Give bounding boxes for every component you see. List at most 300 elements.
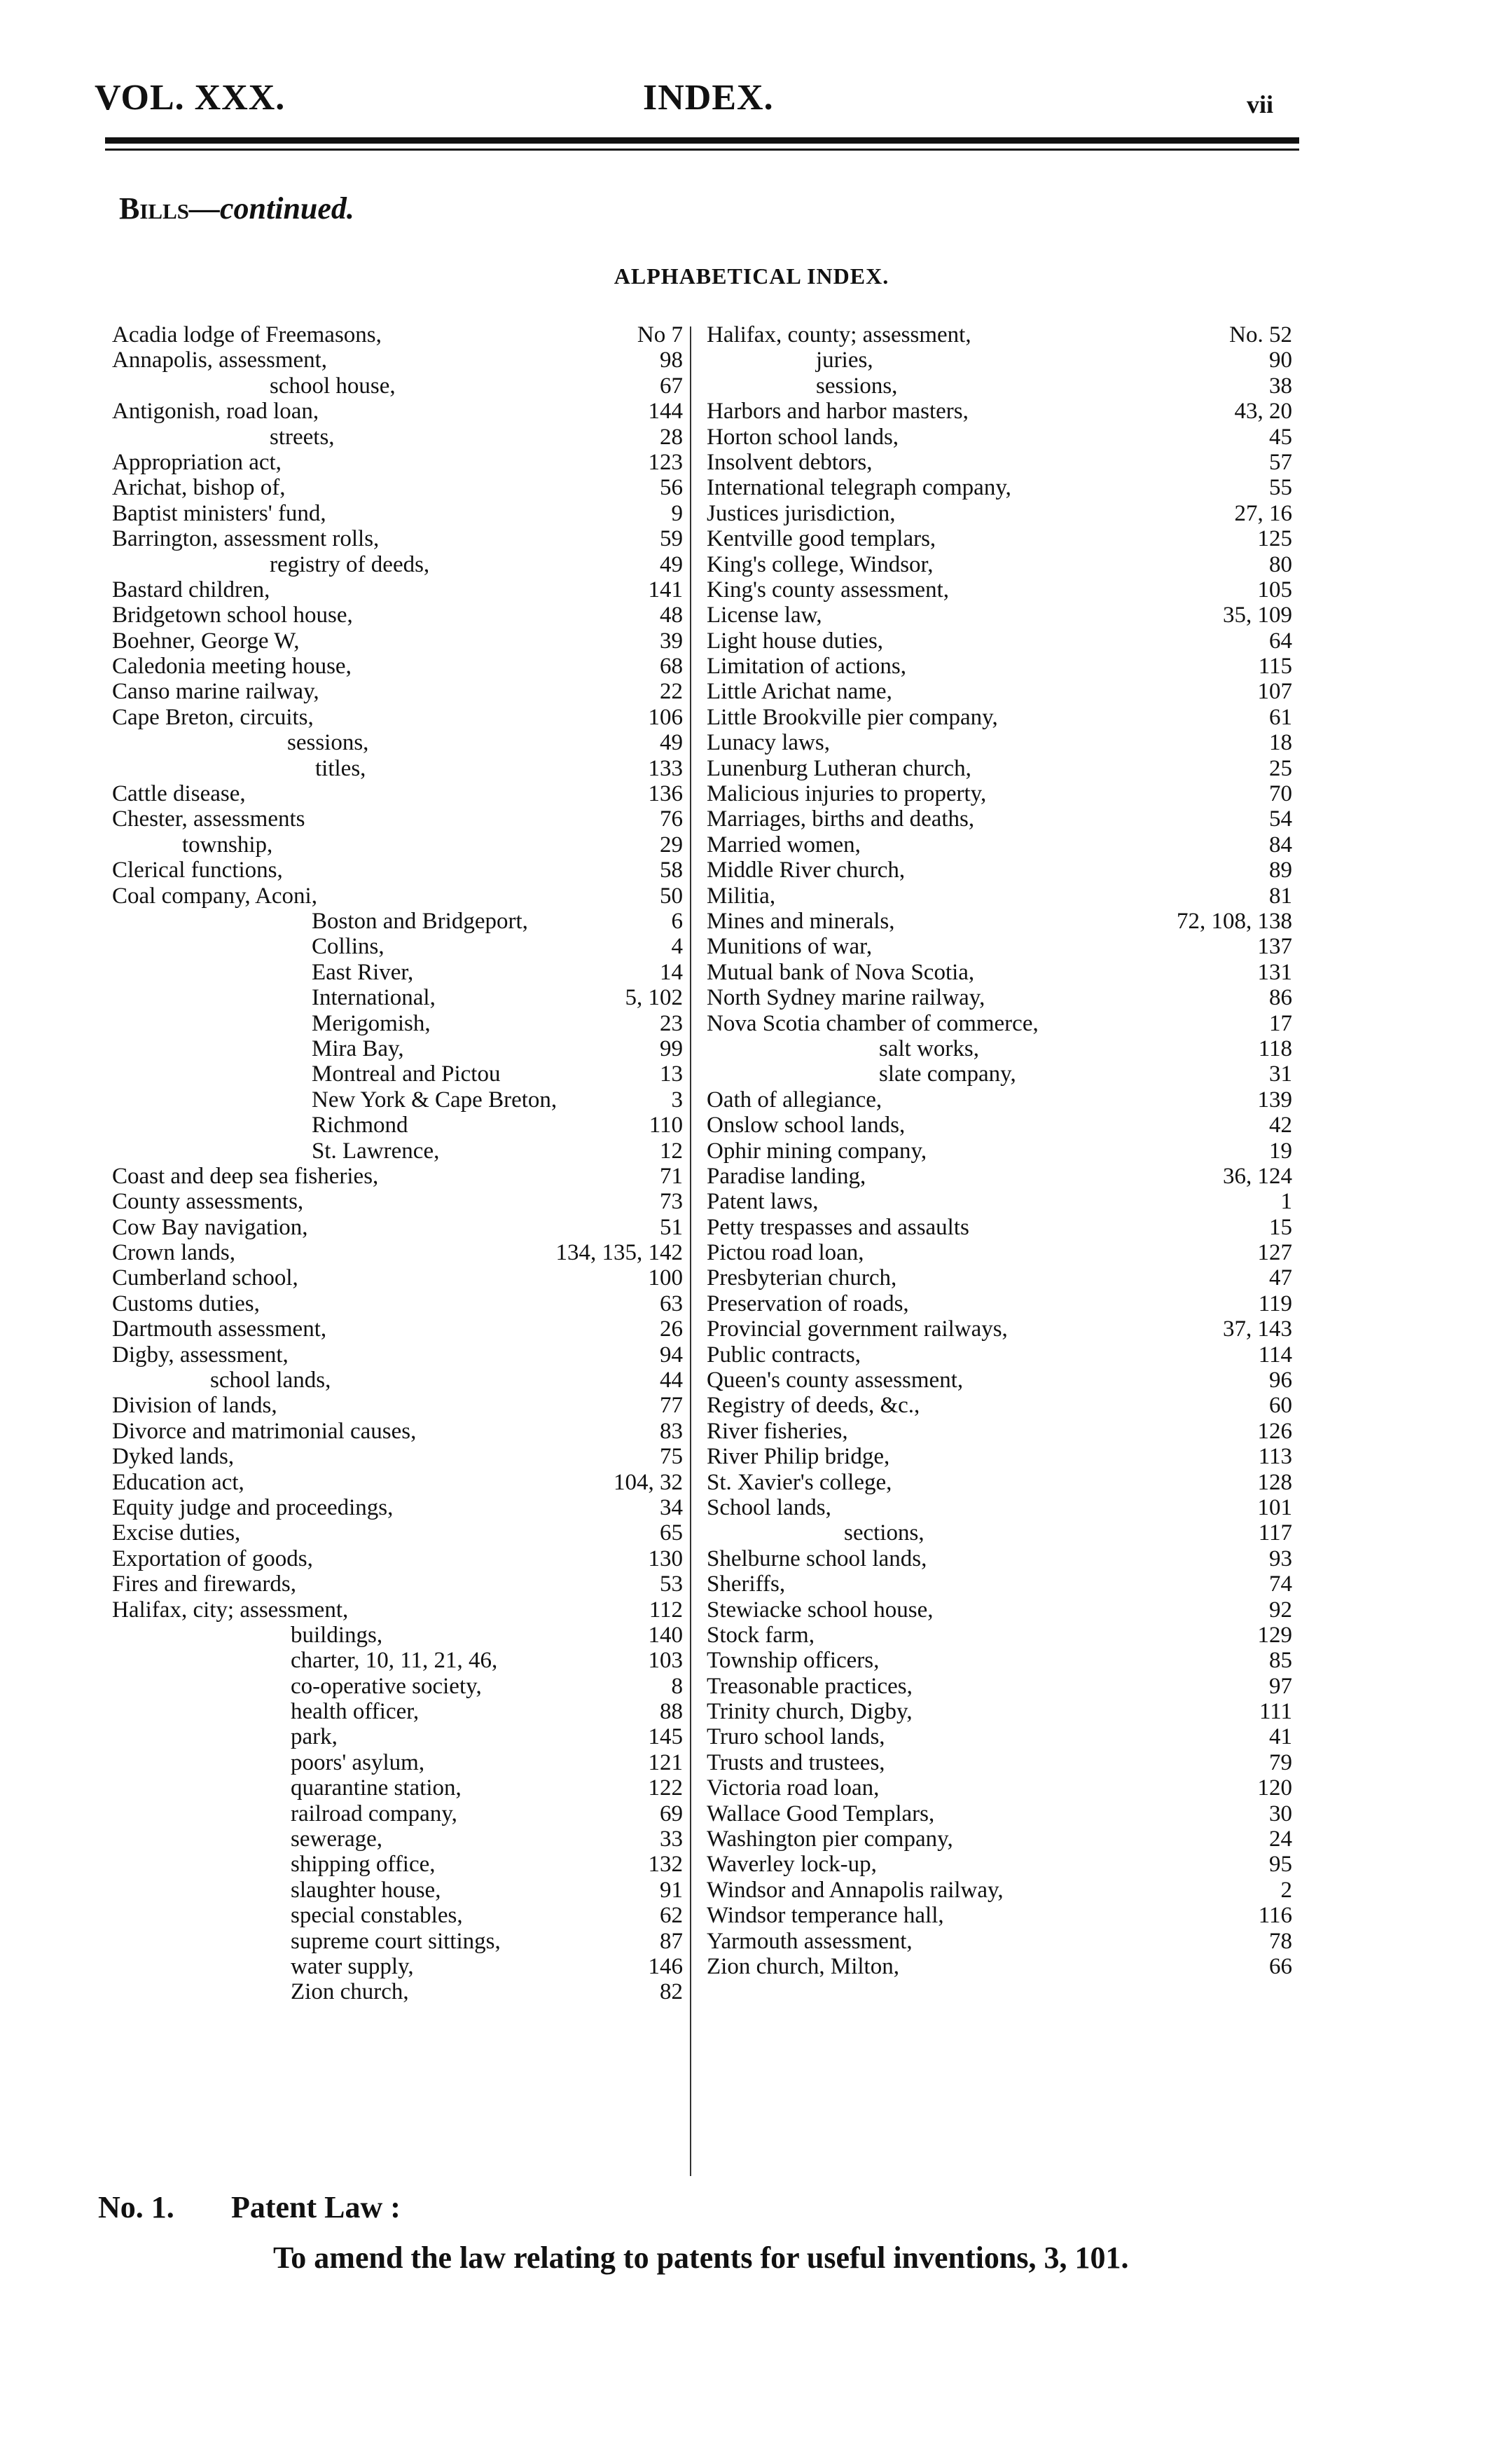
index-entry	[697, 1291, 1299, 1316]
index-entry-text: Sheriffs,	[707, 1571, 786, 1597]
index-entry	[112, 858, 690, 883]
index-entry-number: 96	[1269, 1368, 1292, 1393]
index-entry	[697, 1775, 1299, 1801]
index-entry	[697, 1164, 1299, 1189]
index-entry-number: 38	[1269, 373, 1292, 399]
index-entry	[697, 1597, 1299, 1623]
index-entry-number: 65	[660, 1520, 683, 1546]
index-entry-number: 29	[660, 832, 683, 858]
index-entry-text: Public contracts,	[707, 1342, 861, 1368]
right-index-column	[697, 322, 1299, 1979]
index-entry-number: 111	[1259, 1699, 1292, 1725]
index-entry-number: 98	[660, 347, 683, 373]
index-entry	[112, 322, 690, 347]
index-entry-number: 100	[648, 1265, 683, 1291]
index-entry	[697, 1520, 1299, 1546]
index-entry	[112, 1571, 690, 1597]
index-entry-text: River fisheries,	[707, 1418, 848, 1444]
index-entry-text: Yarmouth assessment,	[707, 1928, 913, 1954]
index-entry-number: 34	[660, 1494, 683, 1520]
index-entry-number: 113	[1258, 1444, 1292, 1470]
index-entry	[697, 985, 1299, 1010]
index-entry-number: 42	[1269, 1113, 1292, 1138]
index-entry	[112, 1597, 690, 1623]
index-entry	[112, 756, 690, 781]
index-entry-text: License law,	[707, 603, 822, 628]
index-entry-text: Mines and minerals,	[707, 908, 895, 934]
index-entry-number: 3	[671, 1087, 683, 1113]
index-entry	[112, 654, 690, 679]
index-entry-number: 93	[1269, 1546, 1292, 1571]
index-entry	[112, 1164, 690, 1189]
index-entry	[112, 1852, 690, 1877]
column-divider	[690, 326, 691, 2176]
index-entry-text: Dyked lands,	[112, 1444, 235, 1470]
index-entry-number: 139	[1257, 1087, 1292, 1113]
index-entry-text: Shelburne school lands,	[707, 1546, 927, 1571]
index-entry-number: 44	[660, 1368, 683, 1393]
index-entry-number: 19	[1269, 1138, 1292, 1164]
index-entry-text: Education act,	[112, 1469, 244, 1495]
index-entry	[112, 1291, 690, 1316]
index-entry-number: 14	[660, 959, 683, 985]
index-entry-number: 67	[660, 373, 683, 399]
index-entry	[112, 1342, 690, 1368]
page-header	[0, 77, 1496, 133]
index-entry	[697, 806, 1299, 832]
index-entry-text: Treasonable practices,	[707, 1673, 913, 1699]
index-entry	[112, 985, 690, 1010]
index-entry	[697, 679, 1299, 704]
index-entry-number: 79	[1269, 1749, 1292, 1775]
index-entry	[697, 1113, 1299, 1138]
index-entry-text: Malicious injuries to property,	[707, 781, 987, 807]
index-entry-text: School lands,	[707, 1494, 831, 1520]
index-entry-text: Crown lands,	[112, 1240, 235, 1266]
index-entry	[697, 347, 1299, 373]
index-entry	[697, 399, 1299, 424]
index-entry-text: school house,	[270, 373, 396, 399]
index-entry	[697, 1189, 1299, 1214]
index-entry	[697, 1929, 1299, 1954]
header-title: INDEX.	[643, 78, 774, 118]
index-entry-number: 6	[671, 908, 683, 934]
index-entry-number: 23	[660, 1010, 683, 1036]
index-entry	[112, 1878, 690, 1903]
index-entry-text: River Philip bridge,	[707, 1444, 890, 1470]
index-entry-text: Petty trespasses and assaults	[707, 1214, 969, 1240]
index-entry-text: slaughter house,	[291, 1877, 441, 1903]
bill-entry	[98, 2189, 401, 2225]
index-entry-text: township,	[182, 832, 273, 858]
index-entry	[697, 373, 1299, 399]
index-entry-text: Ophir mining company,	[707, 1138, 927, 1164]
index-entry-number: 76	[660, 806, 683, 832]
index-entry	[112, 1903, 690, 1928]
index-entry-text: Cattle disease,	[112, 781, 246, 807]
index-entry-text: Digby, assessment,	[112, 1342, 289, 1368]
index-entry	[697, 1342, 1299, 1368]
index-entry	[112, 679, 690, 704]
index-entry-text: Excise duties,	[112, 1520, 241, 1546]
index-entry	[697, 730, 1299, 755]
index-entry-number: 24	[1269, 1826, 1292, 1852]
index-entry-text: park,	[291, 1724, 338, 1750]
index-entry-number: 58	[660, 858, 683, 883]
index-entry	[112, 1520, 690, 1546]
volume-label: VOL. XXX.	[95, 78, 286, 118]
index-entry	[112, 1979, 690, 2004]
index-entry-number: 43, 20	[1234, 399, 1292, 425]
index-entry	[697, 603, 1299, 628]
index-entry-text: Registry of deeds, &c.,	[707, 1393, 920, 1419]
index-entry-text: registry of deeds,	[270, 551, 430, 577]
section-heading	[119, 191, 354, 226]
index-entry-number: 74	[1269, 1571, 1292, 1597]
index-entry-number: 120	[1257, 1775, 1292, 1801]
index-entry-number: 45	[1269, 424, 1292, 450]
index-entry-number: 18	[1269, 730, 1292, 756]
index-entry-text: Married women,	[707, 832, 861, 858]
index-entry-text: Preservation of roads,	[707, 1290, 909, 1316]
index-entry	[697, 705, 1299, 730]
index-entry-number: 87	[660, 1928, 683, 1954]
index-entry-text: Mutual bank of Nova Scotia,	[707, 959, 975, 985]
index-entry-number: 35, 109	[1223, 603, 1292, 628]
index-entry-text: Nova Scotia chamber of commerce,	[707, 1010, 1039, 1036]
index-entry	[112, 577, 690, 603]
index-entry	[697, 1138, 1299, 1164]
index-entry-number: 129	[1257, 1622, 1292, 1648]
index-entry-text: buildings,	[291, 1622, 383, 1648]
index-entry	[112, 526, 690, 551]
index-entry-number: No 7	[637, 322, 683, 347]
index-entry-text: poors' asylum,	[291, 1749, 425, 1775]
index-entry-number: 101	[1257, 1494, 1292, 1520]
index-entry	[697, 883, 1299, 909]
index-entry	[112, 501, 690, 526]
index-entry	[697, 858, 1299, 883]
index-entry-number: 12	[660, 1138, 683, 1164]
index-entry-text: Customs duties,	[112, 1290, 260, 1316]
index-entry-text: Militia,	[707, 883, 776, 909]
index-entry-text: supreme court sittings,	[291, 1928, 501, 1954]
index-entry	[112, 552, 690, 577]
index-entry-text: railroad company,	[291, 1801, 457, 1826]
index-entry-number: 145	[648, 1724, 683, 1750]
index-entry-text: Harbors and harbor masters,	[707, 399, 969, 425]
index-entry	[697, 526, 1299, 551]
index-entry-text: Oath of allegiance,	[707, 1087, 882, 1113]
index-entry	[697, 1546, 1299, 1571]
index-entry-number: 49	[660, 730, 683, 756]
index-entry	[112, 1801, 690, 1826]
index-entry-number: 56	[660, 475, 683, 501]
index-entry-text: Middle River church,	[707, 858, 906, 883]
index-entry-text: Barrington, assessment rolls,	[112, 526, 380, 552]
index-entry-number: 27, 16	[1234, 500, 1292, 526]
index-entry-number: 2	[1280, 1877, 1292, 1903]
index-entry-number: 107	[1257, 679, 1292, 705]
index-entry-number: 63	[660, 1290, 683, 1316]
index-entry	[112, 628, 690, 654]
index-entry-text: Boston and Bridgeport,	[312, 908, 528, 934]
index-entry	[697, 1750, 1299, 1775]
index-entry-number: 89	[1269, 858, 1292, 883]
index-entry-text: North Sydney marine railway,	[707, 985, 985, 1011]
index-entry	[697, 1903, 1299, 1928]
index-entry-number: 17	[1269, 1010, 1292, 1036]
index-entry-number: 22	[660, 679, 683, 705]
index-entry	[112, 425, 690, 450]
index-entry-text: Windsor temperance hall,	[707, 1903, 944, 1929]
index-entry-text: sections,	[844, 1520, 924, 1546]
index-entry-text: Dartmouth assessment,	[112, 1316, 327, 1342]
index-entry	[112, 1419, 690, 1444]
index-entry	[697, 1724, 1299, 1749]
index-entry	[112, 1265, 690, 1290]
index-entry-number: 62	[660, 1903, 683, 1929]
index-entry-number: 140	[648, 1622, 683, 1648]
index-entry-number: 70	[1269, 781, 1292, 807]
index-entry	[697, 1087, 1299, 1113]
index-entry-text: co-operative society,	[291, 1673, 482, 1699]
index-entry-number: 104, 32	[614, 1469, 683, 1495]
index-entry-number: 146	[648, 1954, 683, 1979]
bill-number: No. 1.	[98, 2190, 174, 2224]
index-entry-text: Munitions of war,	[707, 934, 873, 960]
index-entry-number: 53	[660, 1571, 683, 1597]
index-entry-number: 59	[660, 526, 683, 552]
index-entry-number: 71	[660, 1163, 683, 1189]
index-entry	[697, 1444, 1299, 1469]
header-rule-thick	[105, 137, 1299, 144]
header-rule-thin	[105, 149, 1299, 151]
index-entry	[112, 1648, 690, 1673]
index-entry-number: 103	[648, 1648, 683, 1674]
bill-description: To amend the law relating to patents for useful inventions, 3, 101.	[273, 2241, 1129, 2275]
index-entry	[697, 628, 1299, 654]
index-entry	[697, 475, 1299, 500]
index-entry-number: 13	[660, 1061, 683, 1087]
index-entry-text: Pictou road loan,	[707, 1240, 864, 1266]
index-entry-text: Coast and deep sea fisheries,	[112, 1163, 379, 1189]
index-entry-text: Truro school lands,	[707, 1724, 885, 1750]
index-entry-text: County assessments,	[112, 1189, 304, 1215]
index-entry	[112, 1087, 690, 1113]
index-entry	[697, 1623, 1299, 1648]
index-entry-text: Windsor and Annapolis railway,	[707, 1877, 1004, 1903]
index-entry	[697, 1674, 1299, 1699]
index-entry-number: 77	[660, 1393, 683, 1419]
index-entry-number: 94	[660, 1342, 683, 1368]
index-entry	[697, 1215, 1299, 1240]
index-entry-text: Washington pier company,	[707, 1826, 953, 1852]
index-entry-text: Stewiacke school house,	[707, 1597, 934, 1623]
index-entry-number: 137	[1257, 934, 1292, 960]
index-entry	[697, 960, 1299, 985]
index-entry	[697, 1419, 1299, 1444]
index-entry	[697, 1878, 1299, 1903]
index-entry	[697, 1061, 1299, 1087]
index-entry	[112, 1929, 690, 1954]
index-entry	[697, 1699, 1299, 1724]
index-entry-text: slate company,	[879, 1061, 1016, 1087]
index-entry-number: 121	[648, 1749, 683, 1775]
index-entry-text: Halifax, city; assessment,	[112, 1597, 349, 1623]
index-entry-number: 123	[648, 449, 683, 475]
index-entry-text: water supply,	[291, 1954, 414, 1979]
index-entry	[697, 909, 1299, 934]
index-entry-text: Fires and firewards,	[112, 1571, 297, 1597]
index-entry-number: 126	[1257, 1418, 1292, 1444]
index-entry-number: 54	[1269, 806, 1292, 832]
index-entry-text: shipping office,	[291, 1852, 436, 1878]
index-entry-text: Presbyterian church,	[707, 1265, 897, 1291]
index-entry	[697, 1826, 1299, 1852]
index-entry-text: Victoria road loan,	[707, 1775, 880, 1801]
index-entry-number: 26	[660, 1316, 683, 1342]
index-entry-text: Acadia lodge of Freemasons,	[112, 322, 382, 347]
index-entry-number: 115	[1258, 654, 1292, 680]
index-entry	[112, 1826, 690, 1852]
index-entry-text: titles,	[315, 755, 366, 781]
index-entry-text: Cape Breton, circuits,	[112, 704, 314, 730]
index-entry-number: 95	[1269, 1852, 1292, 1878]
index-entry	[697, 1036, 1299, 1061]
index-entry	[112, 475, 690, 500]
left-index-column	[112, 322, 690, 2005]
index-entry-text: Horton school lands,	[707, 424, 899, 450]
index-entry-number: 55	[1269, 475, 1292, 501]
index-entry-text: sewerage,	[291, 1826, 383, 1852]
index-entry	[112, 1061, 690, 1087]
index-entry	[112, 1368, 690, 1393]
index-entry-text: New York & Cape Breton,	[312, 1087, 557, 1113]
page-number: vii	[1247, 90, 1274, 118]
index-entry-number: 97	[1269, 1673, 1292, 1699]
index-entry-text: Provincial government railways,	[707, 1316, 1008, 1342]
index-entry	[112, 781, 690, 806]
index-entry-number: 105	[1257, 577, 1292, 603]
index-entry-number: 33	[660, 1826, 683, 1852]
index-entry-number: 68	[660, 654, 683, 680]
index-entry-text: St. Lawrence,	[312, 1138, 440, 1164]
index-entry-number: 37, 143	[1223, 1316, 1292, 1342]
index-entry-number: 83	[660, 1418, 683, 1444]
section-heading-suffix: —continued.	[189, 191, 354, 226]
index-entry	[697, 552, 1299, 577]
index-entry-text: Cumberland school,	[112, 1265, 298, 1291]
index-entry-text: International telegraph company,	[707, 475, 1011, 501]
index-entry-number: 131	[1257, 959, 1292, 985]
index-entry-number: 25	[1269, 755, 1292, 781]
index-entry-text: Waverley lock-up,	[707, 1852, 877, 1878]
index-entry	[112, 883, 690, 909]
index-entry-number: 112	[649, 1597, 683, 1623]
index-entry	[112, 1674, 690, 1699]
index-entry	[112, 1138, 690, 1164]
index-entry	[112, 1316, 690, 1342]
index-entry	[112, 450, 690, 475]
index-entry	[112, 1240, 690, 1265]
index-entry-text: St. Xavier's college,	[707, 1469, 892, 1495]
index-entry	[112, 1036, 690, 1061]
index-entry-number: 78	[1269, 1928, 1292, 1954]
index-entry-number: 51	[660, 1214, 683, 1240]
index-entry-text: International,	[312, 985, 436, 1011]
index-entry-number: 75	[660, 1444, 683, 1470]
index-entry	[112, 1495, 690, 1520]
index-entry-text: Collins,	[312, 934, 385, 960]
index-entry-number: 119	[1258, 1290, 1292, 1316]
index-entry-number: 4	[671, 934, 683, 960]
index-entry	[112, 1444, 690, 1469]
index-entry-text: Trinity church, Digby,	[707, 1699, 913, 1725]
index-entry-text: Queen's county assessment,	[707, 1368, 964, 1393]
index-entry-text: Marriages, births and deaths,	[707, 806, 975, 832]
index-entry-text: Little Brookville pier company,	[707, 704, 998, 730]
index-entry-number: 28	[660, 424, 683, 450]
index-entry	[112, 1775, 690, 1801]
index-entry	[112, 832, 690, 858]
index-entry	[697, 1368, 1299, 1393]
index-entry-text: quarantine station,	[291, 1775, 462, 1801]
index-entry-number: 99	[660, 1035, 683, 1061]
index-entry	[112, 1011, 690, 1036]
index-entry-text: Township officers,	[707, 1648, 880, 1674]
index-entry-text: Zion church, Milton,	[707, 1954, 899, 1979]
index-entry-text: Kentville good templars,	[707, 526, 936, 552]
index-entry-text: Richmond	[312, 1113, 408, 1138]
index-entry	[112, 1724, 690, 1749]
index-entry-text: Arichat, bishop of,	[112, 475, 286, 501]
index-entry-number: 15	[1269, 1214, 1292, 1240]
index-entry-text: Boehner, George W,	[112, 628, 300, 654]
index-entry-text: Cow Bay navigation,	[112, 1214, 308, 1240]
index-entry	[112, 1699, 690, 1724]
index-entry-number: 5, 102	[625, 985, 683, 1011]
index-entry-text: Clerical functions,	[112, 858, 283, 883]
index-entry-number: 86	[1269, 985, 1292, 1011]
index-entry-number: 8	[671, 1673, 683, 1699]
index-entry-number: 144	[648, 399, 683, 425]
index-entry-number: 88	[660, 1699, 683, 1725]
index-entry	[697, 1852, 1299, 1877]
index-entry-text: Insolvent debtors,	[707, 449, 873, 475]
index-entry-text: Paradise landing,	[707, 1163, 866, 1189]
index-entry	[697, 1648, 1299, 1673]
index-entry-number: 48	[660, 603, 683, 628]
index-entry	[697, 654, 1299, 679]
index-entry	[697, 577, 1299, 603]
index-entry-number: 9	[671, 500, 683, 526]
index-entry	[112, 347, 690, 373]
index-entry	[112, 934, 690, 959]
index-entry	[112, 730, 690, 755]
index-entry-text: Bastard children,	[112, 577, 270, 603]
index-entry-text: Limitation of actions,	[707, 654, 907, 680]
index-entry	[112, 1189, 690, 1214]
index-entry-text: Divorce and matrimonial causes,	[112, 1418, 417, 1444]
index-entry-number: 49	[660, 551, 683, 577]
index-entry-number: 73	[660, 1189, 683, 1215]
index-entry-text: Appropriation act,	[112, 449, 282, 475]
index-entry-number: 92	[1269, 1597, 1292, 1623]
index-entry	[112, 1954, 690, 1979]
index-entry-text: Zion church,	[291, 1979, 409, 2005]
index-entry	[112, 603, 690, 628]
